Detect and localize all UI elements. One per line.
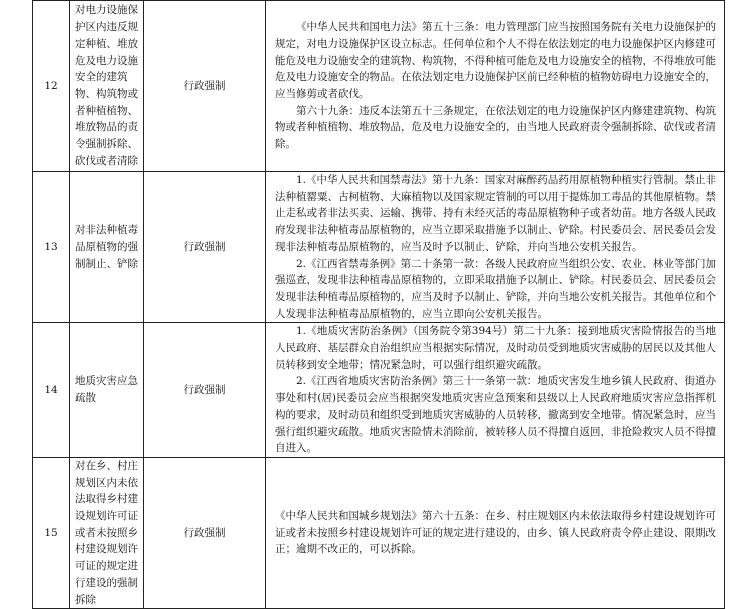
basis-paragraph: 第六十九条：违反本法第五十三条规定，在依法划定的电力设施保护区内修建建筑物、构筑物或者种植植物、堆放物品，危及电力设施安全的，由当地人民政府责令强制拆除、砍伐或者清除。	[275, 104, 716, 151]
basis-paragraph: 《中华人民共和国城乡规划法》第六十五条：在乡、村庄规划区内未依法取得乡村建设规划许可证或者未按照乡村建设规划许可证的规定进行建设的，由乡、镇人民政府责令停止建设、限期改正；逾期不改正的，可以拆除。	[275, 510, 716, 556]
row-number: 12	[33, 1, 70, 172]
legal-basis	[266, 323, 724, 457]
enforcement-table	[32, 0, 725, 609]
basis-paragraph: 1.《地质灾害防治条例》（国务院令第394号）第二十九条：接到地质灾害险情报告的当地人民政府、基层群众自治组织应当根据实际情况，及时动员受到地质灾害威胁的居民以及其他人员转移到安全地带；情况紧急时，可以强行组织避灾疏散。	[275, 325, 716, 371]
basis-paragraph: 2.《江西省禁毒条例》第二十条第一款：各级人民政府应当组织公安、农业、林业等部门加强巡查，发现非法种植毒品原植物的，立即采取措施予以制止、铲除。村民委员会、居民委员会发现非法种植毒品原植物的，应当及时予以制止、铲除，并向当地公安机关报告。其他单位和个人发现非法种植毒品原植物的，应当立即向公安机关报告。	[275, 257, 716, 320]
basis-paragraph: 2.《江西省地质灾害防治条例》第三十一条第一款：地质灾害发生地乡镇人民政府、街道办事处和村(居)民委员会应当根据突发地质灾害应急预案和县级以上人民政府地质灾害应急指挥机构的要求，及时动员和组织受到地质灾害威胁的人员转移，撤离到安全地带。情况紧急时，应当强行组织避灾疏散。地质灾害险情未消除前，被转移人员不得擅自返回，非抢险救灾人员不得擅自进入。	[275, 375, 716, 455]
table-row	[33, 1, 725, 172]
legal-basis	[266, 508, 724, 558]
row-number: 15	[33, 457, 70, 608]
table-row	[33, 457, 725, 608]
item-name: 对在乡、村庄规划区内未依法取得乡村建设规划许可证或者未按照乡村建设规划许可证的规定进行建设的强制拆除	[75, 459, 138, 606]
legal-basis	[266, 19, 724, 153]
basis-paragraph: 1.《中华人民共和国禁毒法》第十九条：国家对麻醉药品药用原植物种植实行管制。禁止非法种植罂粟、古柯植物、大麻植物以及国家规定管制的可以用于提炼加工毒品的其他原植物。禁止走私或者非法买卖、运输、携带、持有未经灭活的毒品原植物种子或者幼苗。地方各级人民政府发现非法种植毒品原植物的，应当立即采取措施予以制止、铲除。村民委员会、居民委员会发现非法种植毒品原植物的，应当及时予以制止、铲除，并向当地公安机关报告。	[275, 174, 716, 253]
item-name: 对电力设施保护区内违反规定种植、堆放危及电力设施安全的建筑物、构筑物或者种植植物、堆放物品的责令强制拆除、砍伐或者清除	[75, 4, 138, 167]
item-name: 地质灾害应急疏散	[75, 375, 138, 405]
item-category: 行政强制	[144, 457, 266, 608]
legal-basis	[266, 172, 724, 322]
item-name: 对非法种植毒品原植物的强制制止、铲除	[75, 224, 138, 270]
item-category: 行政强制	[144, 323, 266, 458]
document-page	[32, 0, 720, 609]
basis-paragraph: 《中华人民共和国电力法》第五十三条：电力管理部门应当按照国务院有关电力设施保护的规定，对电力设施保护区设立标志。任何单位和个人不得在依法划定的电力设施保护区内修建可能危及电力设施安全的建筑物、构筑物，不得种植可能危及电力设施安全的植物，不得堆放可能危及电力设施安全的物品。在依法划定电力设施保护区前已经种植的植物妨碍电力设施安全的，应当修剪或者砍伐。	[275, 21, 716, 100]
table-row	[33, 172, 725, 323]
item-category: 行政强制	[144, 1, 266, 172]
table-row	[33, 323, 725, 458]
row-number: 14	[33, 323, 70, 458]
item-category: 行政强制	[144, 172, 266, 323]
row-number: 13	[33, 172, 70, 323]
